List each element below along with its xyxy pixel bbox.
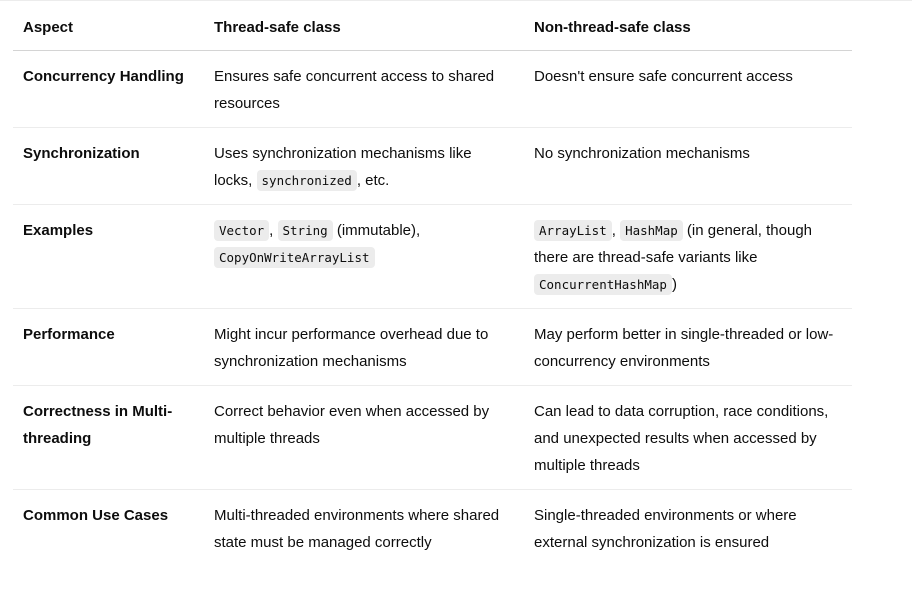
cell-aspect: Synchronization: [13, 128, 204, 205]
cell-aspect: Concurrency Handling: [13, 51, 204, 128]
cell-text: (in general, though there are thread-safe variants like: [534, 222, 813, 266]
cell-aspect: Correctness in Multi-threading: [13, 386, 204, 490]
cell-thread-safe: [204, 128, 524, 205]
cell-non-thread-safe: [524, 205, 852, 309]
comparison-table-container: [13, 5, 852, 566]
header-row: [13, 5, 852, 51]
inline-code: CopyOnWriteArrayList: [214, 247, 375, 268]
header-thread-safe: Thread-safe class: [204, 5, 524, 51]
cell-aspect: Common Use Cases: [23, 507, 169, 524]
cell-thread-safe: [204, 386, 524, 490]
cell-thread-safe: [204, 51, 524, 128]
inline-code: Vector: [214, 220, 269, 241]
cell-aspect: Examples: [13, 205, 204, 309]
cell-text: Can lead to data corruption, race conditions, and unexpected results when accessed by multiple threads: [534, 403, 829, 474]
cell-text: May perform better in single-threaded or low-concurrency environments: [534, 326, 834, 370]
cell-text: Ensures safe concurrent access to shared resources: [214, 68, 495, 112]
inline-code: synchronized: [257, 170, 357, 191]
comparison-table: [13, 5, 852, 566]
top-edge-divider: [0, 0, 912, 1]
header-aspect: Aspect: [13, 5, 204, 51]
cell-text: ,: [269, 222, 278, 239]
table-row: [13, 51, 852, 128]
cell-text: Single-threaded environments or where external synchronization is ensured: [534, 507, 797, 551]
table-row: [13, 205, 852, 309]
table-body: [13, 51, 852, 567]
cell-text: ): [671, 276, 677, 293]
table-row: [13, 309, 852, 386]
cell-text: , etc.: [356, 172, 390, 189]
cell-non-thread-safe: [524, 490, 852, 567]
cell-non-thread-safe: [524, 386, 852, 490]
cell-non-thread-safe: [524, 309, 852, 386]
table-row: [13, 490, 852, 567]
cell-text: Uses synchronization mechanisms like locks,: [214, 145, 472, 189]
cell-text: Correct behavior even when accessed by multiple threads: [214, 403, 490, 447]
cell-thread-safe: [204, 309, 524, 386]
cell-text: ,: [611, 222, 621, 239]
inline-code: HashMap: [620, 220, 683, 241]
cell-thread-safe: [204, 490, 524, 567]
table-row: [13, 386, 852, 490]
inline-code: ArrayList: [534, 220, 612, 241]
cell-text: (immutable),: [332, 222, 421, 239]
inline-code: ConcurrentHashMap: [534, 274, 672, 295]
cell-aspect: Performance: [13, 309, 204, 386]
cell-thread-safe: [204, 205, 524, 309]
cell-text: Multi-threaded environments where shared state must be managed correctly: [214, 507, 500, 551]
inline-code: String: [278, 220, 333, 241]
table-row: [13, 128, 852, 205]
cell-text: Might incur performance overhead due to synchronization mechanisms: [214, 326, 489, 370]
cell-text: No synchronization mechanisms: [534, 145, 750, 162]
header-non-thread-safe: Non-thread-safe class: [524, 5, 852, 51]
cell-text: Doesn't ensure safe concurrent access: [534, 68, 793, 85]
cell-non-thread-safe: [524, 128, 852, 205]
table-header: [13, 5, 852, 51]
cell-non-thread-safe: [524, 51, 852, 128]
